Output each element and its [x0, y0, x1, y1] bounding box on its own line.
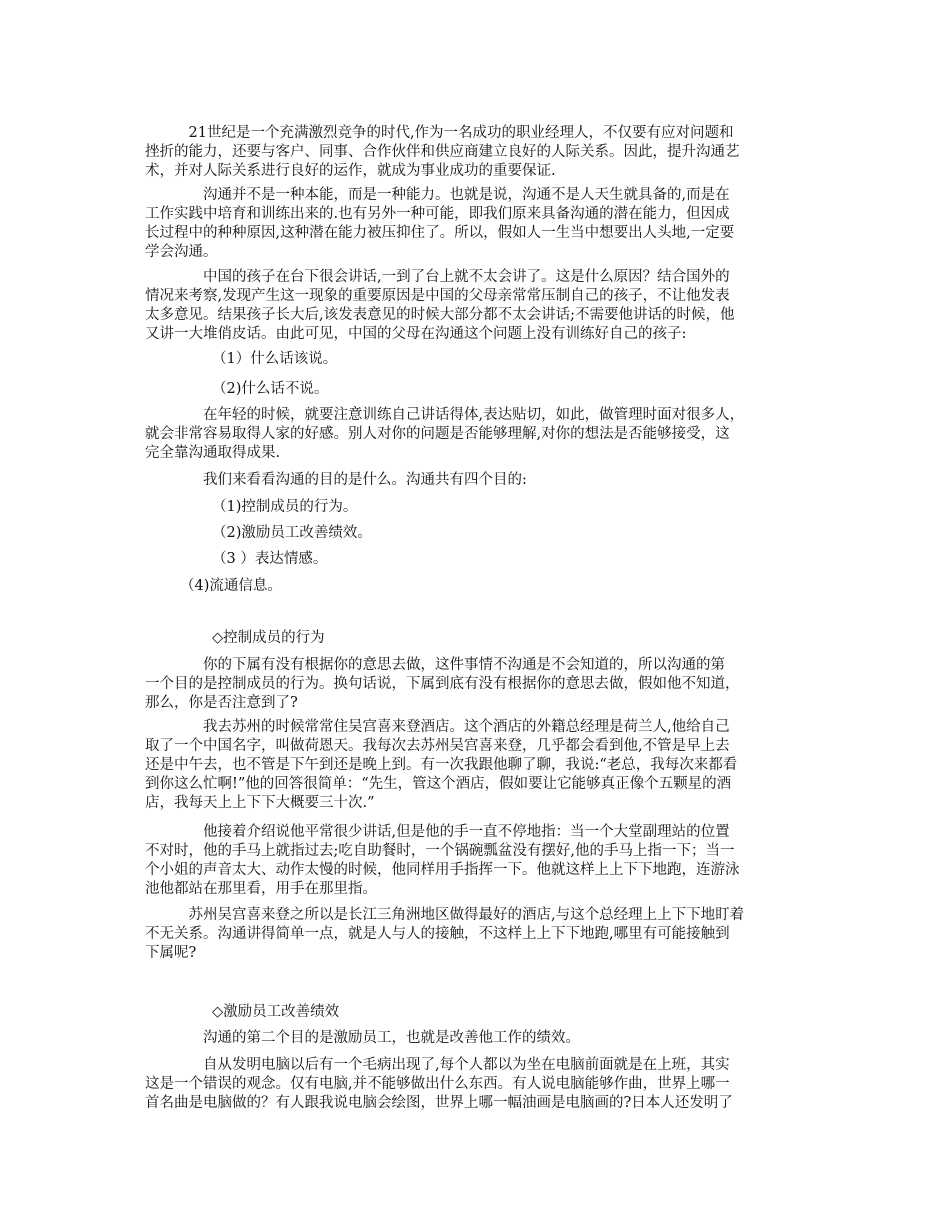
purpose-intro: 我们来看看沟通的目的是什么。沟通共有四个目的:	[145, 472, 527, 488]
section-heading-control: ◇控制成员的行为	[212, 630, 325, 646]
text-line: 工作实践中培育和训练出来的.也有另外一种可能，即我们原来具备沟通的潜在能力，但因成	[145, 206, 730, 222]
list-item: （2)激励员工改善绩效。	[212, 525, 372, 541]
section-heading-motivate: ◇激励员工改善绩效	[212, 1004, 340, 1020]
paragraph-best-hotel	[145, 906, 825, 963]
text-line: 池他都站在那里看，用手在那里指。	[145, 881, 377, 897]
paragraph-suzhou	[145, 718, 825, 813]
text-line: 店，我每天上上下下大概要三十次.”	[145, 795, 375, 811]
text-line: 一个目的是控制成员的行为。换句话说，下属到底有没有根据你的意思去做，假如他不知道，	[145, 676, 740, 692]
text-line: 这是一个错误的观念。仅有电脑,并不能够做出什么东西。有人说电脑能够作曲，世界上哪一	[145, 1076, 730, 1092]
paragraph-computer	[145, 1056, 825, 1113]
text-line: 完全靠沟通取得成果.	[145, 445, 281, 461]
text-line: 他接着介绍说他平常很少讲话,但是他的手一直不停地指：当一个大堂副理站的位置	[145, 824, 730, 840]
text-line: 中国的孩子在台下很会讲话,一到了台上就不太会讲了。这是什么原因？结合国外的	[145, 269, 730, 285]
text-line: 长过程中的种种原因,这种潜在能力被压抑住了。所以，假如人一生当中想要出人头地,一定要	[145, 225, 735, 241]
text-line: 不无关系。沟通讲得简单一点，就是人与人的接触，不这样上上下下地跑,哪里有可能接触到	[145, 926, 730, 942]
text-line: 苏州吴宫喜来登之所以是长江三角洲地区做得最好的酒店,与这个总经理上上下下地盯着	[145, 907, 745, 923]
text-line: 太多意见。结果孩子长大后,该发表意见的时候大部分都不太会讲话;不需要他讲话的时候，他	[145, 307, 735, 323]
list-item: （1)控制成员的行为。	[212, 499, 358, 515]
text-line: 还是中午去，也不管是下午到还是晚上到。有一次我跟他聊了聊，我说:“老总，我每次来都看	[145, 757, 738, 773]
paragraph-young	[145, 406, 825, 463]
paragraph-subordinate	[145, 656, 825, 713]
text-line: 自从发明电脑以后有一个毛病出现了,每个人都以为坐在电脑前面就是在上班，其实	[145, 1057, 730, 1073]
text-line: 挫折的能力，还要与客户、同事、合作伙伴和供应商建立良好的人际关系。因此，提升沟通艺	[145, 144, 740, 160]
paragraph-intro	[145, 124, 825, 181]
text-line: 21世纪是一个充满激烈竞争的时代,作为一名成功的职业经理人，不仅要有应对问题和	[145, 125, 734, 141]
text-line: 到你这么忙啊!”他的回答很简单：“先生，管这个酒店，假如要让它能够真正像个五颗星的酒	[145, 776, 732, 792]
text-line: 术，并对人际关系进行良好的运作，就成为事业成功的重要保证.	[145, 163, 556, 179]
text-line: 就会非常容易取得人家的好感。别人对你的问题是否能够理解,对你的想法是否能够接受，这	[145, 426, 730, 442]
text-line: 取了一个中国名字，叫做荷恩天。我每次去苏州吴宫喜来登，几乎都会看到他,不管是早上去	[145, 738, 730, 754]
text-line: 情况来考察,发现产生这一现象的重要原因是中国的父母亲常常压制自己的孩子，不让他发表	[145, 288, 730, 304]
paragraph-children	[145, 268, 825, 344]
text-line: 又讲一大堆俏皮话。由此可见，中国的父母在沟通这个问题上没有训练好自己的孩子:	[145, 326, 687, 342]
text-line: 你的下属有没有根据你的意思去做，这件事情不沟通是不会知道的，所以沟通的第	[145, 657, 725, 673]
text-line: 首名曲是电脑做的？有人跟我说电脑会绘图，世界上哪一幅油画是电脑画的?日本人还发明了	[145, 1095, 733, 1111]
paragraph-pointing	[145, 823, 825, 899]
text-line: 学会沟通。	[145, 244, 218, 260]
list-item: （3 ）表达情感。	[212, 551, 328, 567]
text-line: 不对时，他的手马上就指过去;吃自助餐时，一个锅碗瓢盆没有摆好,他的手马上指一下；当一	[145, 843, 735, 859]
text-line: 那么，你是否注意到了?	[145, 695, 298, 711]
text-line: 在年轻的时候，就要注意训练自己讲话得体,表达贴切，如此，做管理时面对很多人，	[145, 407, 745, 423]
text-line: 个小姐的声音太大、动作太慢的时候，他同样用手指挥一下。他就这样上上下下地跑，连游泳	[145, 862, 740, 878]
list-item: （1）什么话该说。	[212, 351, 338, 367]
text-line: 我去苏州的时候常常住吴宫喜来登酒店。这个酒店的外籍总经理是荷兰人,他给自己	[145, 719, 730, 735]
list-item: （2)什么话不说。	[212, 381, 329, 397]
section2-intro: 沟通的第二个目的是激励员工，也就是改善他工作的绩效。	[145, 1030, 580, 1046]
paragraph-ability	[145, 186, 825, 262]
text-line: 沟通并不是一种本能，而是一种能力。也就是说，沟通不是人天生就具备的,而是在	[145, 187, 730, 203]
text-line: 下属呢?	[145, 945, 197, 961]
list-item: （4)流通信息。	[180, 578, 282, 594]
